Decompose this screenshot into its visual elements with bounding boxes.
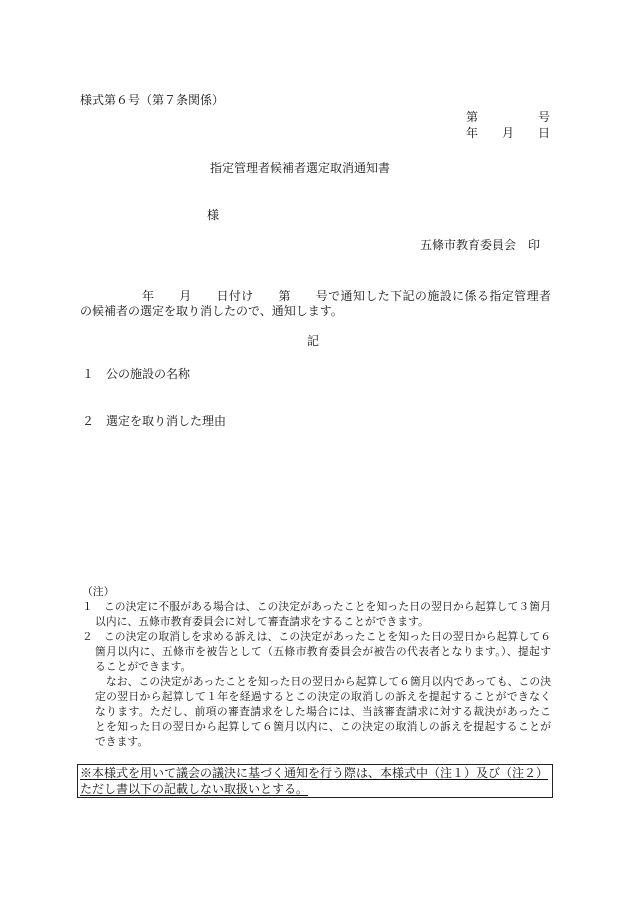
note-line: とを知った日の翌日から起算して６箇月以内に、この決定の取消しの訴えを提起することが bbox=[95, 721, 551, 733]
note-line: 箇月以内に、五條市を被告として（五條市教育委員会が被告の代表者となります。）、提起す bbox=[95, 646, 551, 658]
body-line: 年 月 日付け 第 号で通知した下記の施設に係る指定管理者 bbox=[80, 289, 551, 303]
body-line: の候補者の選定を取り消したので、通知します。 bbox=[80, 304, 343, 318]
note-line: ることができます。 bbox=[95, 661, 192, 673]
note-item bbox=[82, 630, 551, 750]
item-facility-name: １ 公の施設の名称 bbox=[82, 367, 191, 381]
notice-line bbox=[80, 781, 552, 797]
note-line: １ この決定に不服がある場合は、この決定があったことを知った日の翌日から起算して３箇月 bbox=[82, 601, 551, 613]
ki-heading: 記 bbox=[307, 334, 320, 348]
note-line: 定の翌日から起算して１年を経過するとこの決定の取消しの訴えを提起することができなく bbox=[95, 691, 551, 703]
notice-text: ただし書以下の記載しない取扱いとする。 bbox=[80, 782, 309, 796]
item-cancellation-reason: ２ 選定を取り消した理由 bbox=[82, 414, 227, 428]
notice-text: ※本様式を用いて議会の議決に基づく通知を行う際は、本様式中（注１）及び（注２） bbox=[80, 766, 549, 780]
note-line: 以内に、五條市教育委員会に対して審査請求をすることができます。 bbox=[95, 616, 429, 628]
document-number-field: 第 号 bbox=[465, 110, 550, 124]
note-line: ２ この決定の取消しを求める訴えは、この決定があったことを知った日の翌日から起算して６ bbox=[82, 631, 551, 643]
form-number: 様式第６号（第７条関係） bbox=[80, 93, 225, 107]
sender-seal: 五條市教育委員会 印 bbox=[419, 238, 540, 252]
notes-list bbox=[82, 600, 551, 750]
note-line: できます。 bbox=[95, 736, 149, 748]
notes-heading: （注） bbox=[82, 586, 115, 598]
document-date-field: 年 月 日 bbox=[465, 126, 550, 140]
notice-line bbox=[80, 765, 552, 781]
document-title: 指定管理者候補者選定取消通知書 bbox=[209, 161, 390, 175]
note-line: なお、この決定があったことを知った日の翌日から起算して６箇月以内であっても、この決 bbox=[95, 676, 551, 688]
body-paragraph bbox=[80, 289, 551, 319]
note-line: なります。ただし、前項の審査請求をした場合には、当該審査請求に対する裁決があったこ bbox=[95, 706, 551, 718]
boxed-notice bbox=[77, 764, 553, 798]
note-item bbox=[82, 600, 551, 630]
addressee-field: 様 bbox=[207, 208, 220, 222]
